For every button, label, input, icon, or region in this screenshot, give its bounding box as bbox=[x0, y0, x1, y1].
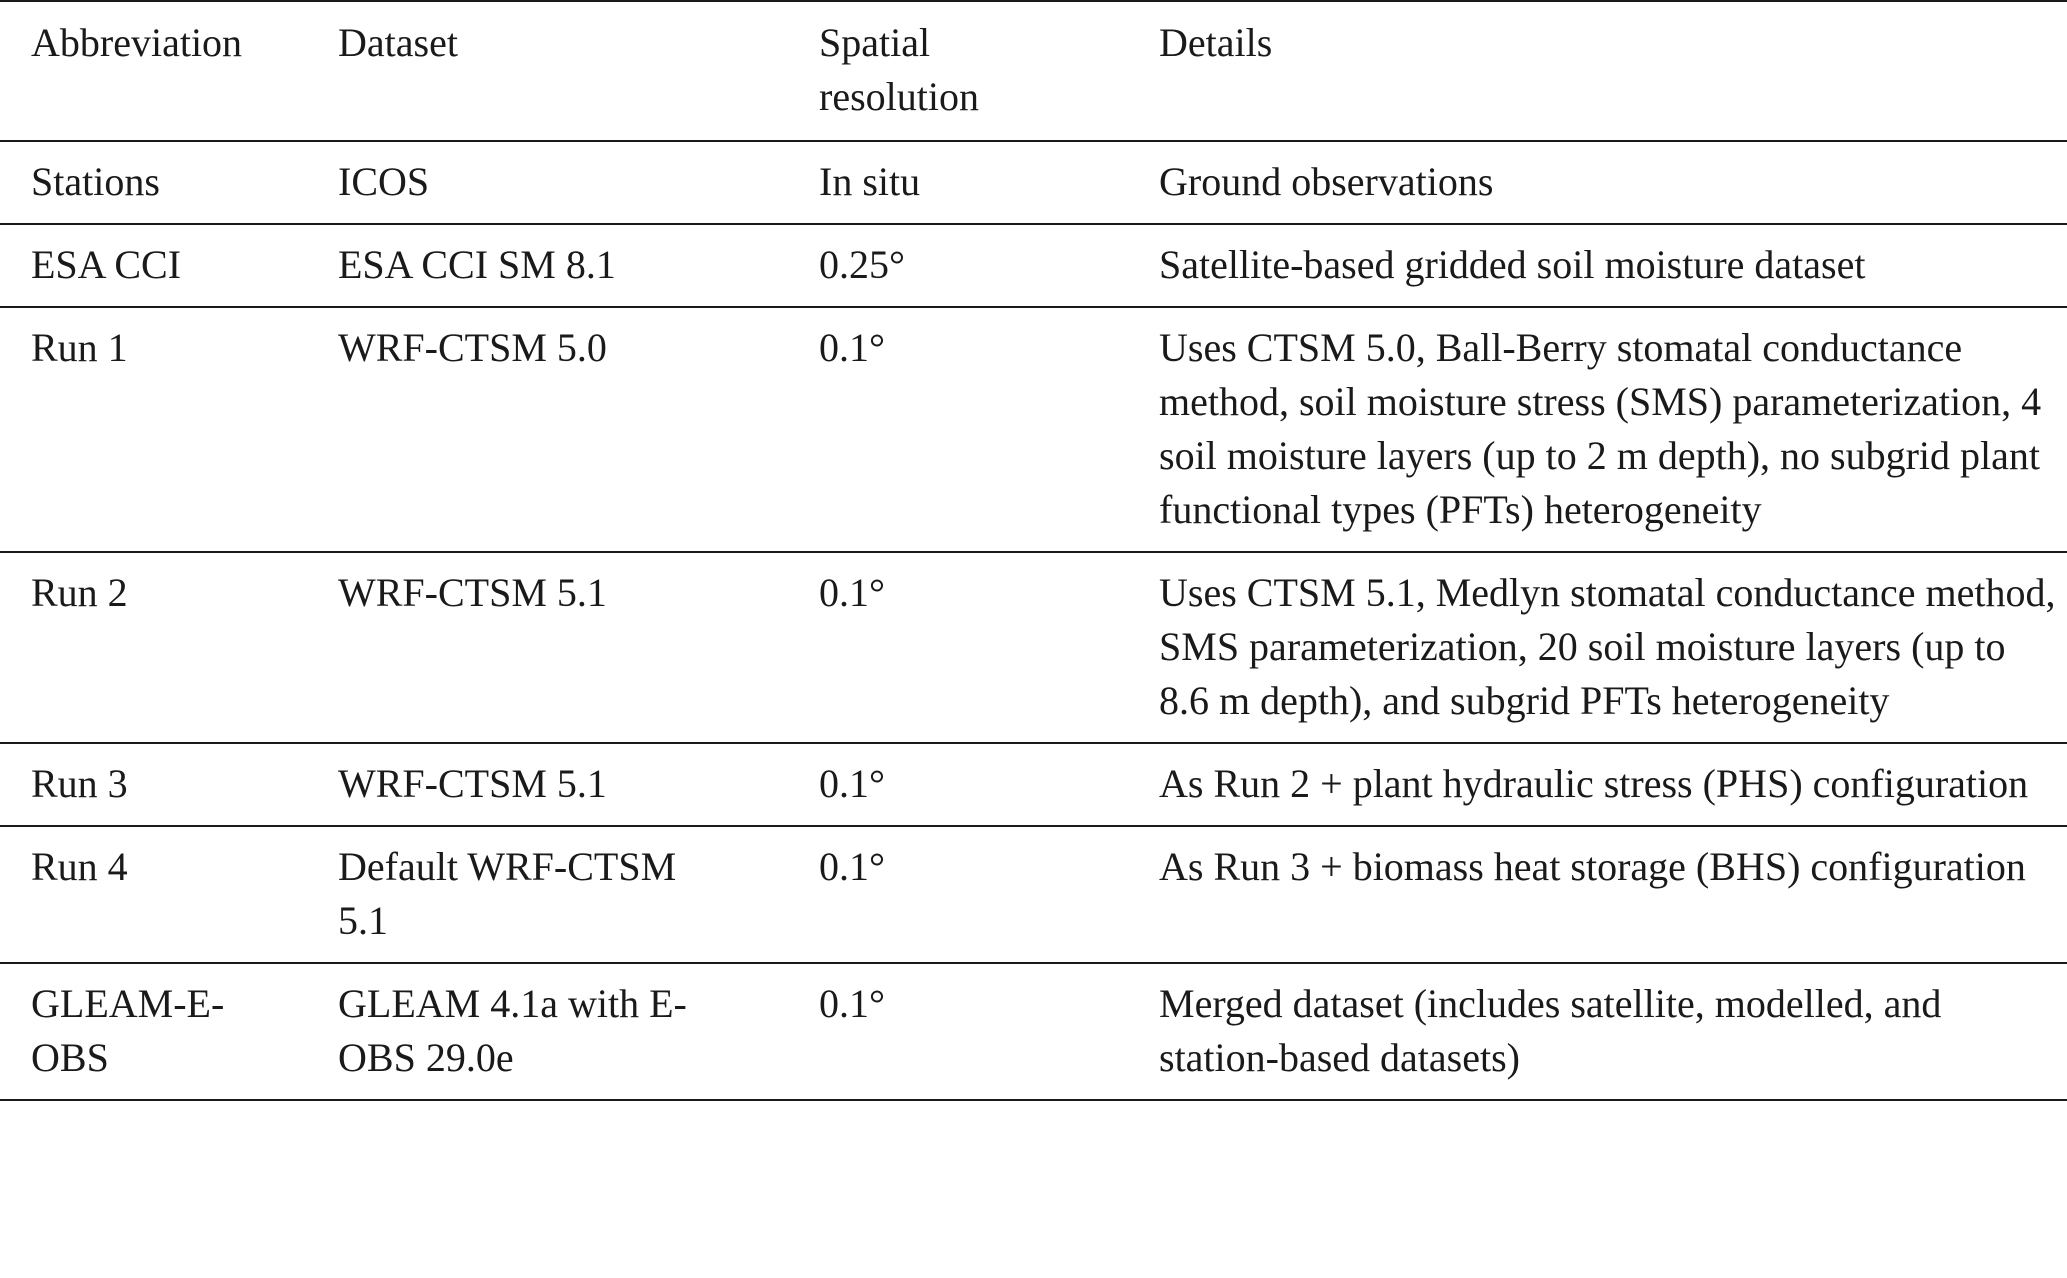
table-row bbox=[0, 224, 2067, 307]
table-row bbox=[0, 141, 2067, 224]
header-dataset: Dataset bbox=[338, 20, 458, 65]
cell-resolution: 0.25° bbox=[819, 242, 905, 287]
header-abbreviation: Abbreviation bbox=[31, 20, 243, 65]
table-row bbox=[0, 963, 2067, 1100]
cell-abbreviation: Run 1 bbox=[31, 325, 128, 370]
cell-abbreviation: ESA CCI bbox=[31, 242, 182, 287]
cell-dataset: WRF-CTSM 5.1 bbox=[338, 761, 607, 806]
header-details: Details bbox=[1159, 20, 1273, 65]
cell-dataset: WRF-CTSM 5.0 bbox=[338, 325, 607, 370]
cell-details: Merged dataset (includes satellite, modelled, and station-based datasets) bbox=[1159, 981, 1942, 1080]
cell-dataset: Default WRF-CTSM 5.1 bbox=[338, 844, 677, 943]
cell-dataset: ESA CCI SM 8.1 bbox=[338, 242, 616, 287]
cell-resolution: 0.1° bbox=[819, 981, 885, 1026]
table-body bbox=[0, 141, 2067, 1100]
cell-abbreviation: Stations bbox=[31, 159, 160, 204]
header-spatial-resolution bbox=[819, 1, 1159, 141]
table-row bbox=[0, 826, 2067, 963]
cell-details: Uses CTSM 5.1, Medlyn stomatal conductance method, SMS parameterization, 20 soil moisture layers (up to 8.6 m depth), and subgrid PFTs heterogeneity bbox=[1159, 570, 2056, 723]
cell-dataset: ICOS bbox=[338, 159, 430, 204]
table-row bbox=[0, 552, 2067, 743]
cell-resolution: 0.1° bbox=[819, 844, 885, 889]
cell-details: Uses CTSM 5.0, Ball-Berry stomatal conductance method, soil moisture stress (SMS) parameterization, 4 soil moisture layers (up to 2 m depth), no subgrid plant functional types (PFTs) heterogeneity bbox=[1159, 325, 2042, 532]
cell-abbreviation: Run 2 bbox=[31, 570, 128, 615]
cell-abbreviation: GLEAM-E-OBS bbox=[31, 981, 225, 1080]
cell-abbreviation: Run 4 bbox=[31, 844, 128, 889]
table-row bbox=[0, 307, 2067, 552]
cell-details: As Run 2 + plant hydraulic stress (PHS) configuration bbox=[1159, 761, 2029, 806]
header-spatial-resolution-label: Spatial resolution bbox=[819, 20, 979, 119]
cell-resolution: 0.1° bbox=[819, 761, 885, 806]
table-header bbox=[0, 1, 2067, 141]
cell-resolution: 0.1° bbox=[819, 570, 885, 615]
cell-details: Satellite-based gridded soil moisture dataset bbox=[1159, 242, 1866, 287]
cell-resolution: In situ bbox=[819, 159, 921, 204]
cell-details: Ground observations bbox=[1159, 159, 1494, 204]
header-row bbox=[0, 1, 2067, 141]
cell-abbreviation: Run 3 bbox=[31, 761, 128, 806]
cell-dataset: WRF-CTSM 5.1 bbox=[338, 570, 607, 615]
cell-details: As Run 3 + biomass heat storage (BHS) configuration bbox=[1159, 844, 2026, 889]
cell-dataset: GLEAM 4.1a with E-OBS 29.0e bbox=[338, 981, 687, 1080]
cell-resolution: 0.1° bbox=[819, 325, 885, 370]
table-row bbox=[0, 743, 2067, 826]
